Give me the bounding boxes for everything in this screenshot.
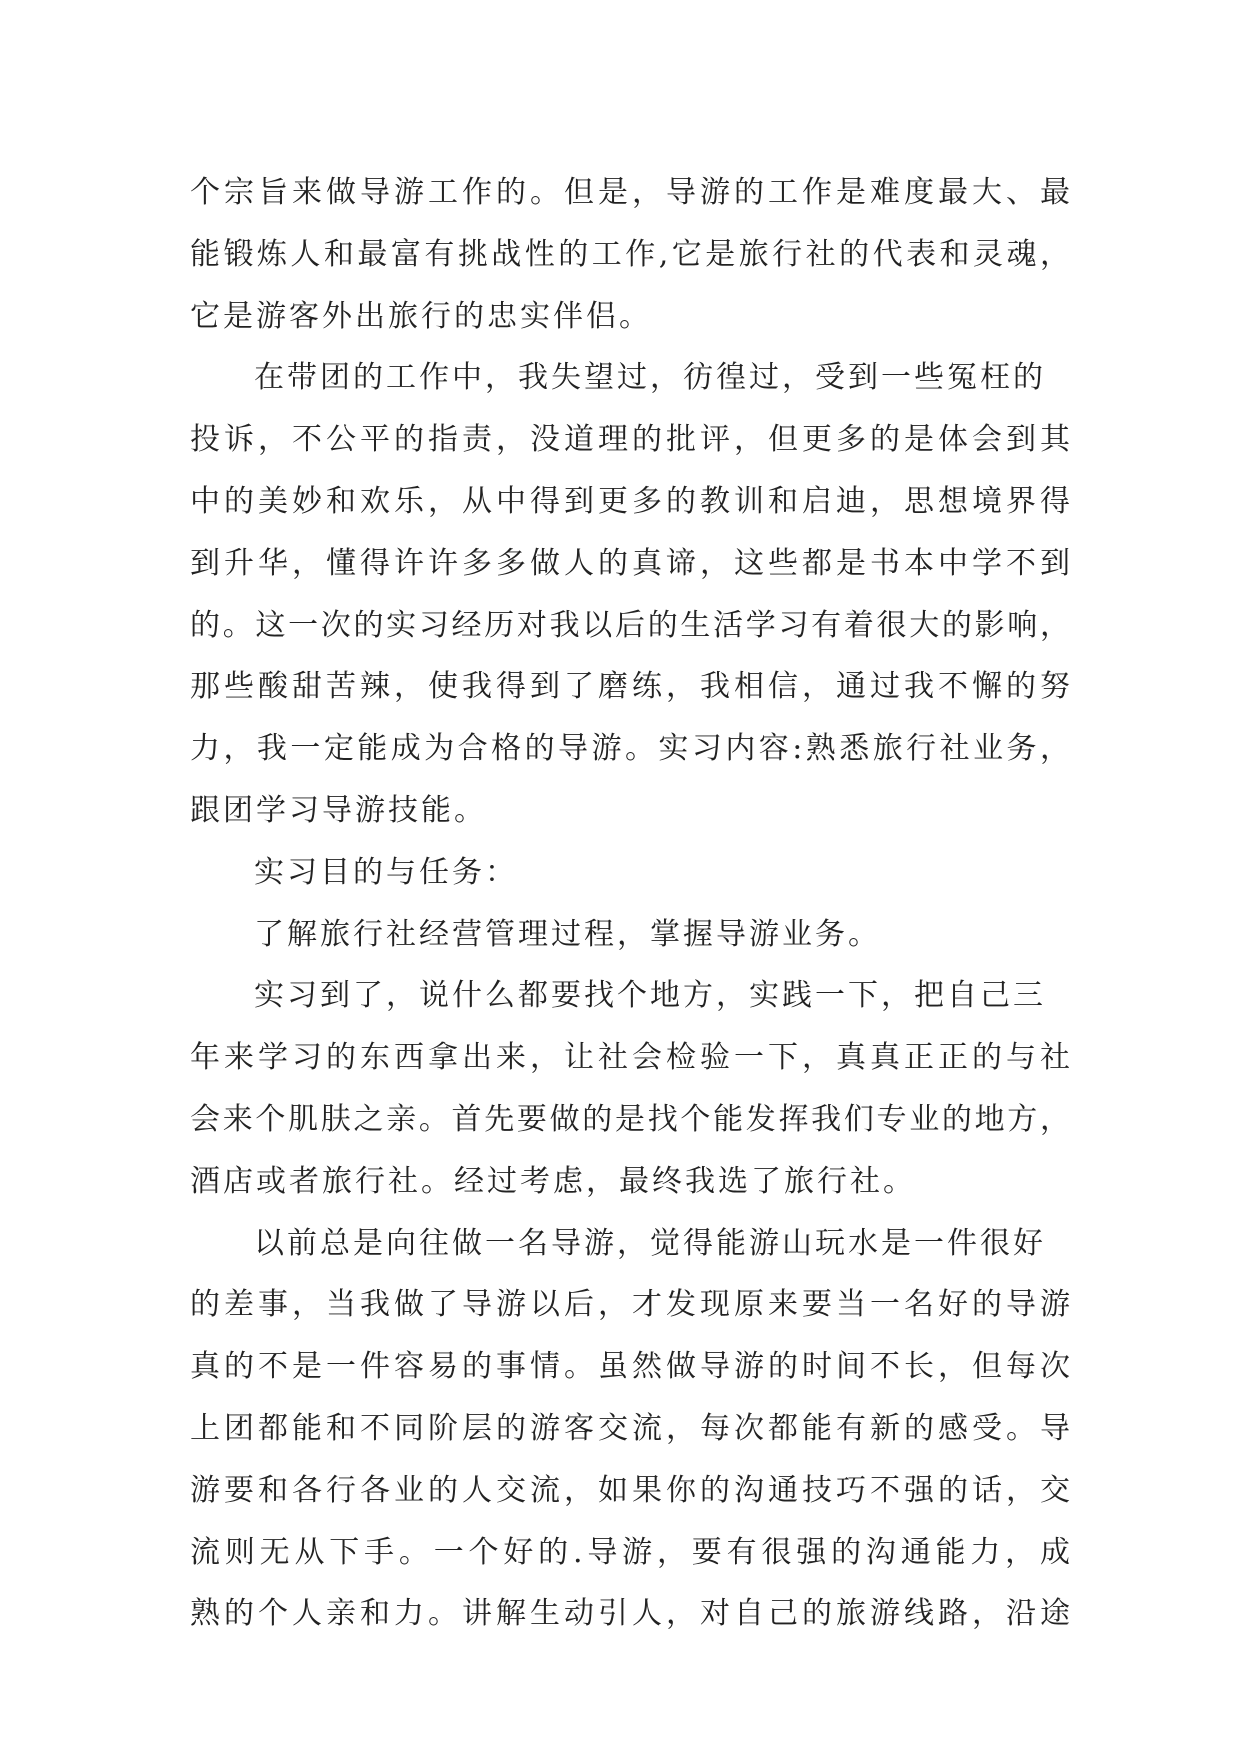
section-heading: 实习目的与任务： [254,854,518,890]
text-line: 能锻炼人和最富有挑战性的工作,它是旅行社的代表和灵魂， [190,236,1070,272]
text-line: 力，我一定能成为合格的导游。实习内容:熟悉旅行社业务， [190,731,1070,767]
text-line: 真的不是一件容易的事情。虽然做导游的时间不长，但每次 [190,1349,1070,1385]
text-line: 中的美妙和欢乐，从中得到更多的教训和启迪，思想境界得 [190,483,1070,519]
text-line: 它是游客外出旅行的忠实伴侣。 [190,298,652,334]
text-line: 跟团学习导游技能。 [190,792,487,828]
text-line: 的差事，当我做了导游以后，才发现原来要当一名好的导游 [190,1287,1070,1323]
paragraph-start-line: 了解旅行社经营管理过程，掌握导游业务。 [254,916,881,952]
text-line: 会来个肌肤之亲。首先要做的是找个能发挥我们专业的地方， [190,1101,1070,1137]
paragraph-start-line: 实习到了，说什么都要找个地方，实践一下，把自己三 [254,978,1046,1014]
text-line: 游要和各行各业的人交流，如果你的沟通技巧不强的话，交 [190,1472,1070,1508]
text-line: 到升华，懂得许许多多做人的真谛，这些都是书本中学不到 [190,545,1070,581]
text-line: 酒店或者旅行社。经过考虑，最终我选了旅行社。 [190,1163,916,1199]
text-line: 投诉，不公平的指责，没道理的批评，但更多的是体会到其 [190,422,1070,458]
text-line: 年来学习的东西拿出来，让社会检验一下，真真正正的与社 [190,1040,1070,1076]
text-line: 的。这一次的实习经历对我以后的生活学习有着很大的影响， [190,607,1070,643]
text-line: 流则无从下手。一个好的.导游，要有很强的沟通能力，成 [190,1534,1070,1570]
document-body [190,162,1070,1645]
text-line: 个宗旨来做导游工作的。但是，导游的工作是难度最大、最 [190,175,1070,210]
paragraph-start-line: 在带团的工作中，我失望过，彷徨过，受到一些冤枉的 [254,360,1046,396]
paragraph-start-line: 以前总是向往做一名导游，觉得能游山玩水是一件很好 [254,1225,1046,1261]
text-line: 熟的个人亲和力。讲解生动引人，对自己的旅游线路，沿途 [190,1596,1070,1632]
text-line: 上团都能和不同阶层的游客交流，每次都能有新的感受。导 [190,1410,1070,1446]
text-line: 那些酸甜苦辣，使我得到了磨练，我相信，通过我不懈的努 [190,669,1070,705]
